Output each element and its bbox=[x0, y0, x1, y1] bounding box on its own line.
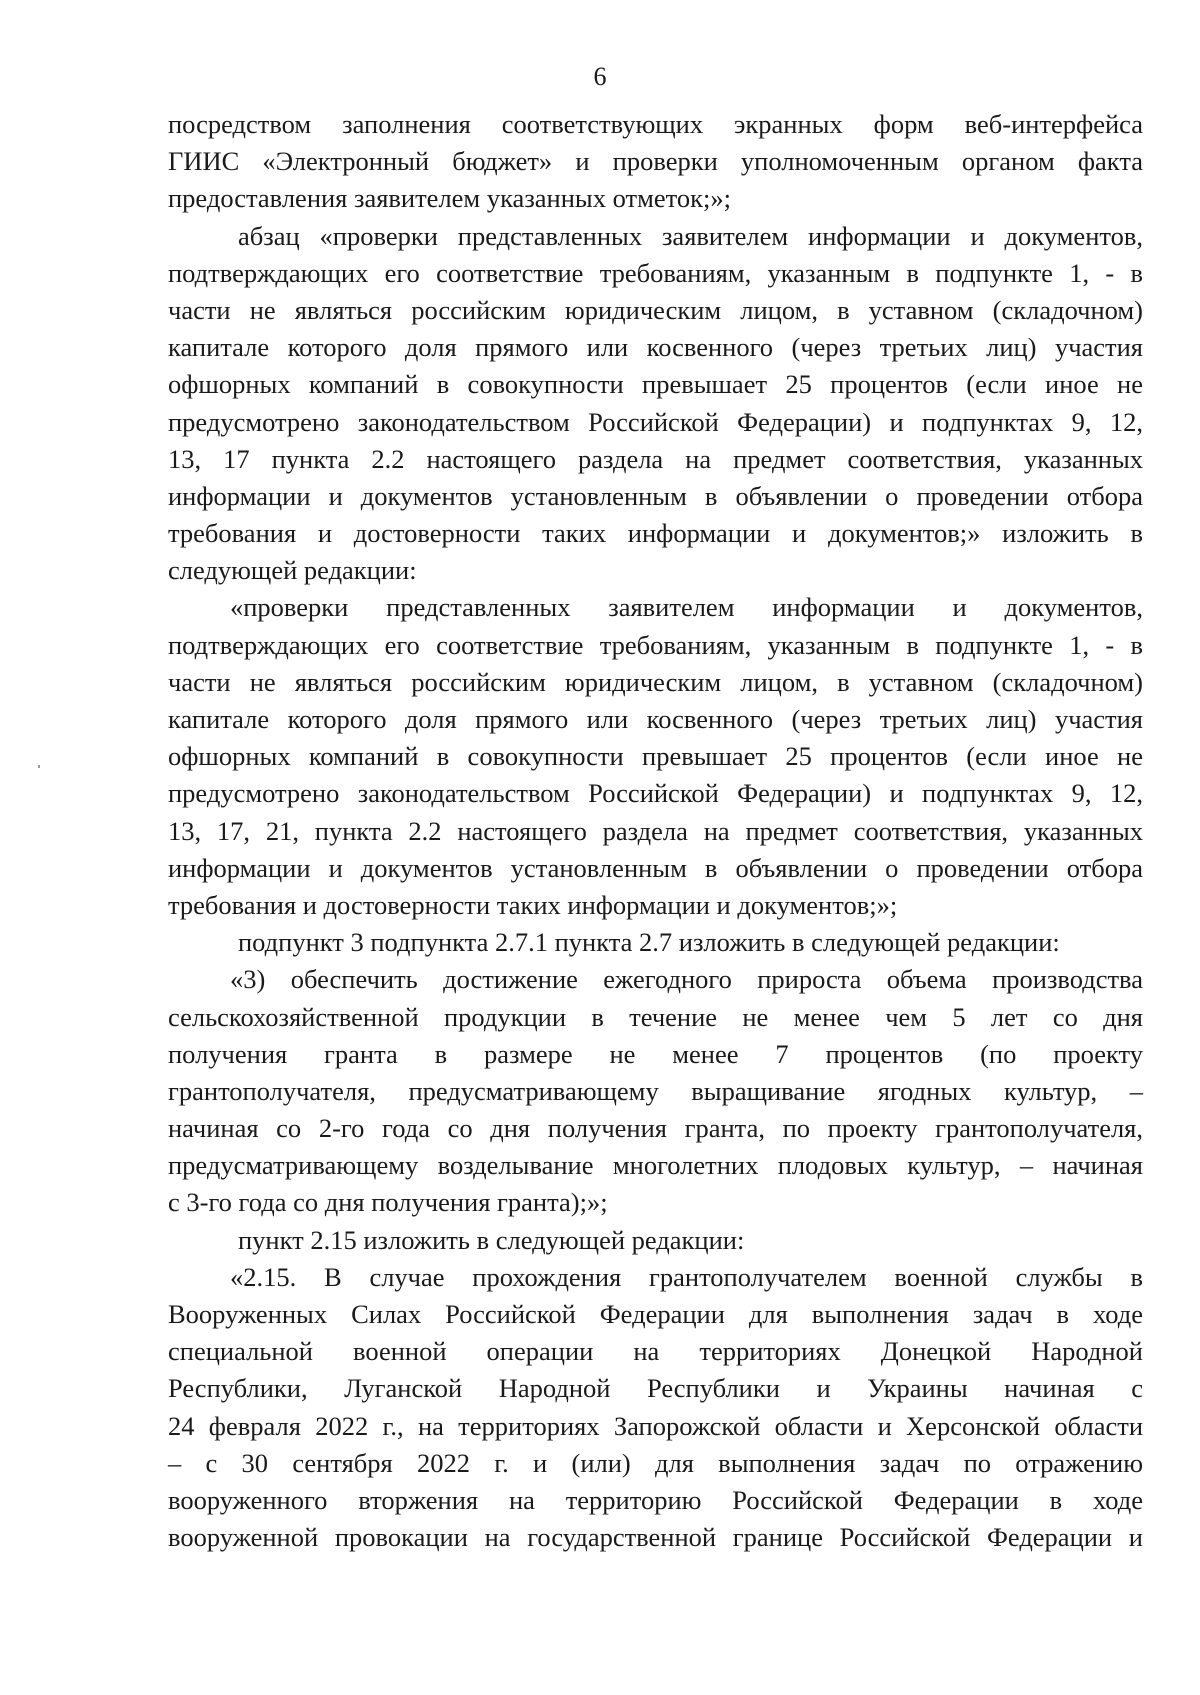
text-line: предоставления заявителем указанных отметок;»; bbox=[168, 183, 731, 214]
text-line: вооруженного вторжения на территорию Российской Федерации в ходе bbox=[168, 1484, 1143, 1515]
page-number: 6 bbox=[593, 62, 607, 91]
text-line: информации и документов установленным в объявлении о проведении отбора bbox=[168, 852, 1143, 883]
text-line: Республики, Луганской Народной Республики и Украины начиная с bbox=[168, 1373, 1143, 1404]
paragraph bbox=[168, 1259, 1143, 1557]
text-line: подтверждающих его соответствие требованиям, указанным в подпункте 1, - в bbox=[168, 629, 1143, 660]
text-line: предусмотрено законодательством Российской Федерации) и подпунктах 9, 12, bbox=[168, 778, 1143, 809]
text-line: информации и документов установленным в объявлении о проведении отбора bbox=[168, 480, 1143, 511]
paragraph bbox=[168, 1222, 1143, 1259]
text-line: «проверки представленных заявителем информации и документов, bbox=[230, 592, 1143, 623]
text-line: части не являться российским юридическим лицом, в уставном (складочном) bbox=[168, 294, 1143, 325]
text-line: «2.15. В случае прохождения грантополучателем военной службы в bbox=[230, 1261, 1143, 1292]
text-line: начиная со 2-го года со дня получения гранта, по проекту грантополучателя, bbox=[168, 1113, 1143, 1144]
text-line: требования и достоверности таких информации и документов;» изложить в bbox=[168, 518, 1143, 549]
text-line: офшорных компаний в совокупности превышает 25 процентов (если иное не bbox=[168, 369, 1143, 400]
text-line: части не являться российским юридическим лицом, в уставном (складочном) bbox=[168, 666, 1143, 697]
paragraph bbox=[168, 218, 1143, 590]
text-line: – с 30 сентября 2022 г. и (или) для выполнения задач по отражению bbox=[168, 1447, 1143, 1478]
text-line: офшорных компаний в совокупности превышает 25 процентов (если иное не bbox=[168, 741, 1143, 772]
text-line: абзац «проверки представленных заявителем информации и документов, bbox=[238, 220, 1143, 251]
text-line: 13, 17, 21, пункта 2.2 настоящего раздела на предмет соответствия, указанных bbox=[168, 815, 1143, 846]
text-line: следующей редакции: bbox=[168, 555, 417, 586]
text-line: капитале которого доля прямого или косвенного (через третьих лиц) участия bbox=[168, 332, 1143, 363]
paragraph bbox=[168, 961, 1143, 1221]
text-line: подпункт 3 подпункта 2.7.1 пункта 2.7 изложить в следующей редакции: bbox=[238, 927, 1060, 958]
paragraph bbox=[168, 106, 1143, 218]
paragraph bbox=[168, 589, 1143, 924]
text-line: специальной военной операции на территориях Донецкой Народной bbox=[168, 1336, 1143, 1367]
text-line: 24 февраля 2022 г., на территориях Запорожской области и Херсонской области bbox=[168, 1410, 1143, 1441]
text-line: требования и достоверности таких информации и документов;»; bbox=[168, 889, 898, 920]
document-body bbox=[168, 106, 1143, 1556]
text-line: пункт 2.15 изложить в следующей редакции: bbox=[238, 1224, 745, 1255]
text-line: посредством заполнения соответствующих экранных форм веб-интерфейса bbox=[168, 109, 1143, 139]
text-line: подтверждающих его соответствие требованиям, указанным в подпункте 1, - в bbox=[168, 257, 1143, 288]
text-line: сельскохозяйственной продукции в течение не менее чем 5 лет со дня bbox=[168, 1001, 1143, 1032]
text-line: 13, 17 пункта 2.2 настоящего раздела на предмет соответствия, указанных bbox=[168, 443, 1143, 474]
text-line: с 3-го года со дня получения гранта);»; bbox=[168, 1187, 608, 1218]
scan-speck bbox=[38, 765, 40, 768]
text-line: капитале которого доля прямого или косвенного (через третьих лиц) участия bbox=[168, 704, 1143, 734]
text-line: «3) обеспечить достижение ежегодного прироста объема производства bbox=[230, 964, 1143, 995]
text-line: предусматривающему возделывание многолетних плодовых культур, – начиная bbox=[168, 1150, 1143, 1181]
text-line: вооруженной провокации на государственной границе Российской Федерации и bbox=[168, 1522, 1143, 1553]
paragraph bbox=[168, 924, 1143, 961]
text-line: грантополучателя, предусматривающему выращивание ягодных культур, – bbox=[168, 1075, 1143, 1106]
text-line: предусмотрено законодательством Российской Федерации) и подпунктах 9, 12, bbox=[168, 406, 1143, 437]
text-line: ГИИС «Электронный бюджет» и проверки уполномоченным органом факта bbox=[168, 146, 1143, 177]
text-line: Вооруженных Силах Российской Федерации для выполнения задач в ходе bbox=[168, 1299, 1143, 1329]
text-line: получения гранта в размере не менее 7 процентов (по проекту bbox=[168, 1038, 1143, 1069]
